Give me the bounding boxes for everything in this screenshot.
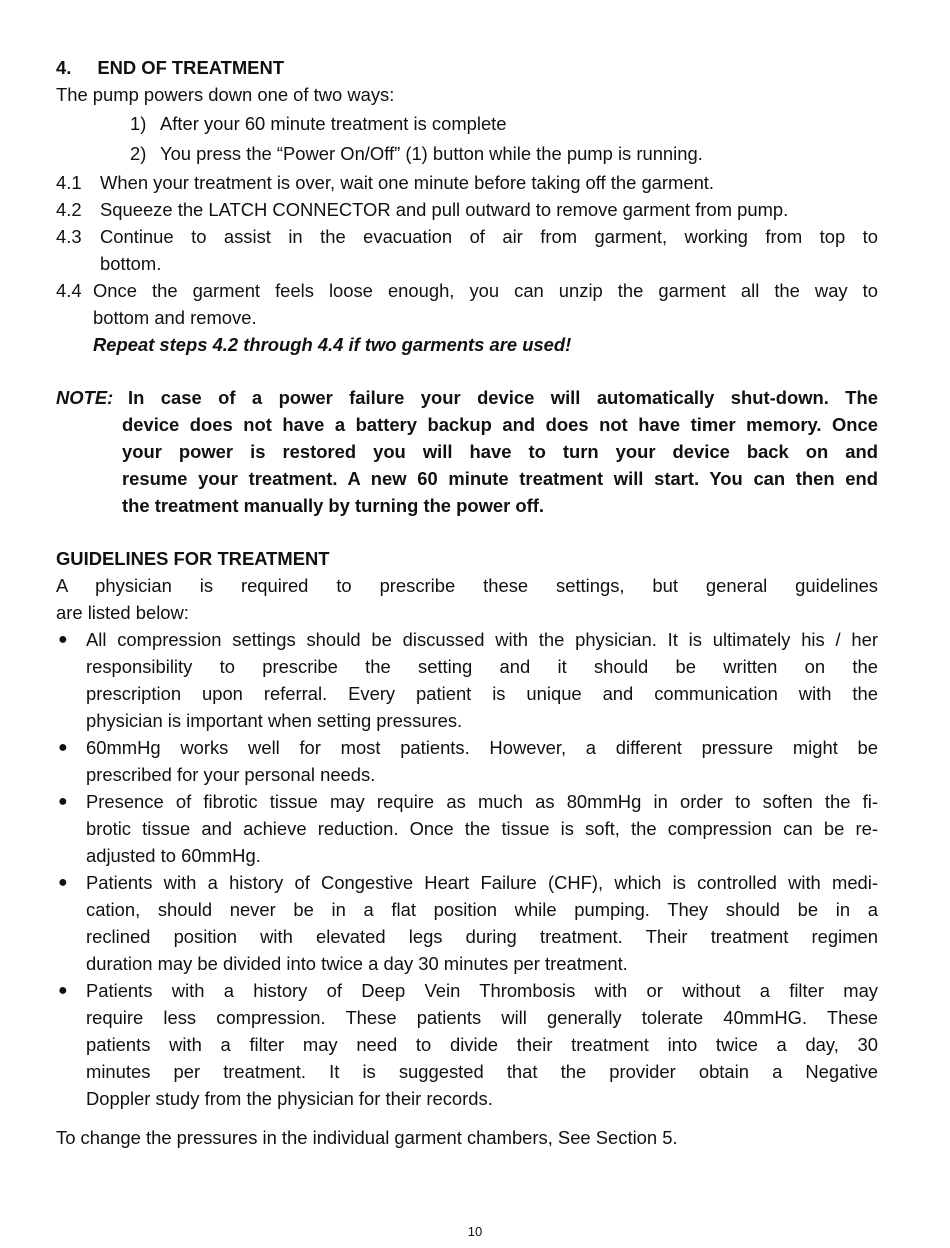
item-number: 2) — [130, 143, 147, 164]
bullet-icon: ● — [58, 982, 68, 999]
bullet-icon: ● — [58, 874, 68, 891]
bullet-icon: ● — [58, 793, 68, 810]
guideline-line: brotic tissue and achieve reduction. Once the tissue is soft, the compression can be re- — [86, 818, 878, 839]
step-text: When your treatment is over, wait one minute before taking off the garment. — [100, 172, 715, 193]
step-item — [56, 169, 878, 196]
guideline-line: minutes per treatment. It is suggested that the provider obtain a Negative — [86, 1061, 878, 1082]
step-text: Squeeze the LATCH CONNECTOR and pull outward to remove garment from pump. — [100, 199, 789, 220]
item-number: 1) — [130, 113, 147, 134]
guideline-line: responsibility to prescribe the setting and it should be written on the — [86, 656, 878, 677]
guidelines-intro: are listed below: — [56, 602, 189, 623]
note-line: In case of a power failure your device will automatically shut-down. The — [128, 387, 878, 408]
guideline-line: Presence of fibrotic tissue may require as much as 80mmHg in order to soften the fi- — [86, 791, 878, 812]
power-down-item — [56, 139, 878, 169]
step-item — [56, 277, 878, 331]
guideline-item — [56, 788, 878, 869]
note-line: device does not have a battery backup and does not have timer memory. Once — [122, 414, 878, 435]
guideline-line: require less compression. These patients will generally tolerate 40mmHG. These — [86, 1007, 878, 1028]
step-text: bottom and remove. — [93, 307, 257, 328]
step-item — [56, 196, 878, 223]
repeat-steps-note: Repeat steps 4.2 through 4.4 if two garments are used! — [93, 334, 572, 355]
item-text: After your 60 minute treatment is complete — [160, 113, 507, 134]
bullet-icon: ● — [58, 631, 68, 648]
guideline-line: duration may be divided into twice a day 30 minutes per treatment. — [86, 953, 628, 974]
closing-text: To change the pressures in the individual garment chambers, See Section 5. — [56, 1127, 678, 1148]
guideline-line: physician is important when setting pressures. — [86, 710, 463, 731]
power-failure-note — [56, 384, 878, 519]
guideline-line: 60mmHg works well for most patients. However, a different pressure might be — [86, 737, 878, 758]
guideline-item — [56, 626, 878, 734]
guidelines-intro: A physician is required to prescribe these settings, but general guidelines — [56, 575, 878, 596]
step-number: 4.1 — [56, 172, 82, 193]
step-text: Continue to assist in the evacuation of air from garment, working from top to — [100, 226, 878, 247]
guideline-item — [56, 869, 878, 977]
section-number: 4. — [56, 57, 72, 78]
note-line: resume your treatment. A new 60 minute treatment will start. You can then end — [122, 468, 878, 489]
note-line: your power is restored you will have to turn your device back on and — [122, 441, 878, 462]
guideline-line: adjusted to 60mmHg. — [86, 845, 261, 866]
step-number: 4.3 — [56, 226, 82, 247]
step-number: 4.2 — [56, 199, 82, 220]
power-down-item — [56, 109, 878, 139]
guidelines-heading: GUIDELINES FOR TREATMENT — [56, 548, 330, 569]
step-item — [56, 223, 878, 277]
guideline-item — [56, 977, 878, 1112]
guideline-line: Doppler study from the physician for their records. — [86, 1088, 493, 1109]
step-number: 4.4 — [56, 280, 82, 301]
manual-page — [56, 54, 878, 1151]
intro-text: The pump powers down one of two ways: — [56, 84, 395, 105]
guideline-line: Patients with a history of Deep Vein Thrombosis with or without a filter may — [86, 980, 878, 1001]
step-text: Once the garment feels loose enough, you can unzip the garment all the way to — [93, 280, 878, 301]
section-heading — [56, 54, 878, 81]
guidelines-list — [56, 626, 878, 1112]
steps-list — [56, 169, 878, 358]
item-text: You press the “Power On/Off” (1) button while the pump is running. — [160, 143, 703, 164]
step-text: bottom. — [100, 253, 162, 274]
note-label: NOTE: — [56, 387, 114, 408]
guideline-line: cation, should never be in a flat position while pumping. They should be in a — [86, 899, 878, 920]
page-number: 10 — [467, 1224, 483, 1239]
guideline-line: All compression settings should be discussed with the physician. It is ultimately his / her — [86, 629, 878, 650]
bullet-icon: ● — [58, 739, 68, 756]
power-down-list — [56, 109, 878, 169]
guideline-line: prescribed for your personal needs. — [86, 764, 376, 785]
guideline-line: reclined position with elevated legs during treatment. Their treatment regimen — [86, 926, 878, 947]
guideline-line: Patients with a history of Congestive Heart Failure (CHF), which is controlled with medi- — [86, 872, 878, 893]
note-body — [56, 384, 878, 519]
note-line: the treatment manually by turning the power off. — [122, 495, 544, 516]
guideline-item — [56, 734, 878, 788]
section-title: END OF TREATMENT — [97, 57, 284, 78]
guideline-line: patients with a filter may need to divide their treatment into twice a day, 30 — [86, 1034, 878, 1055]
guideline-line: prescription upon referral. Every patient is unique and communication with the — [86, 683, 878, 704]
